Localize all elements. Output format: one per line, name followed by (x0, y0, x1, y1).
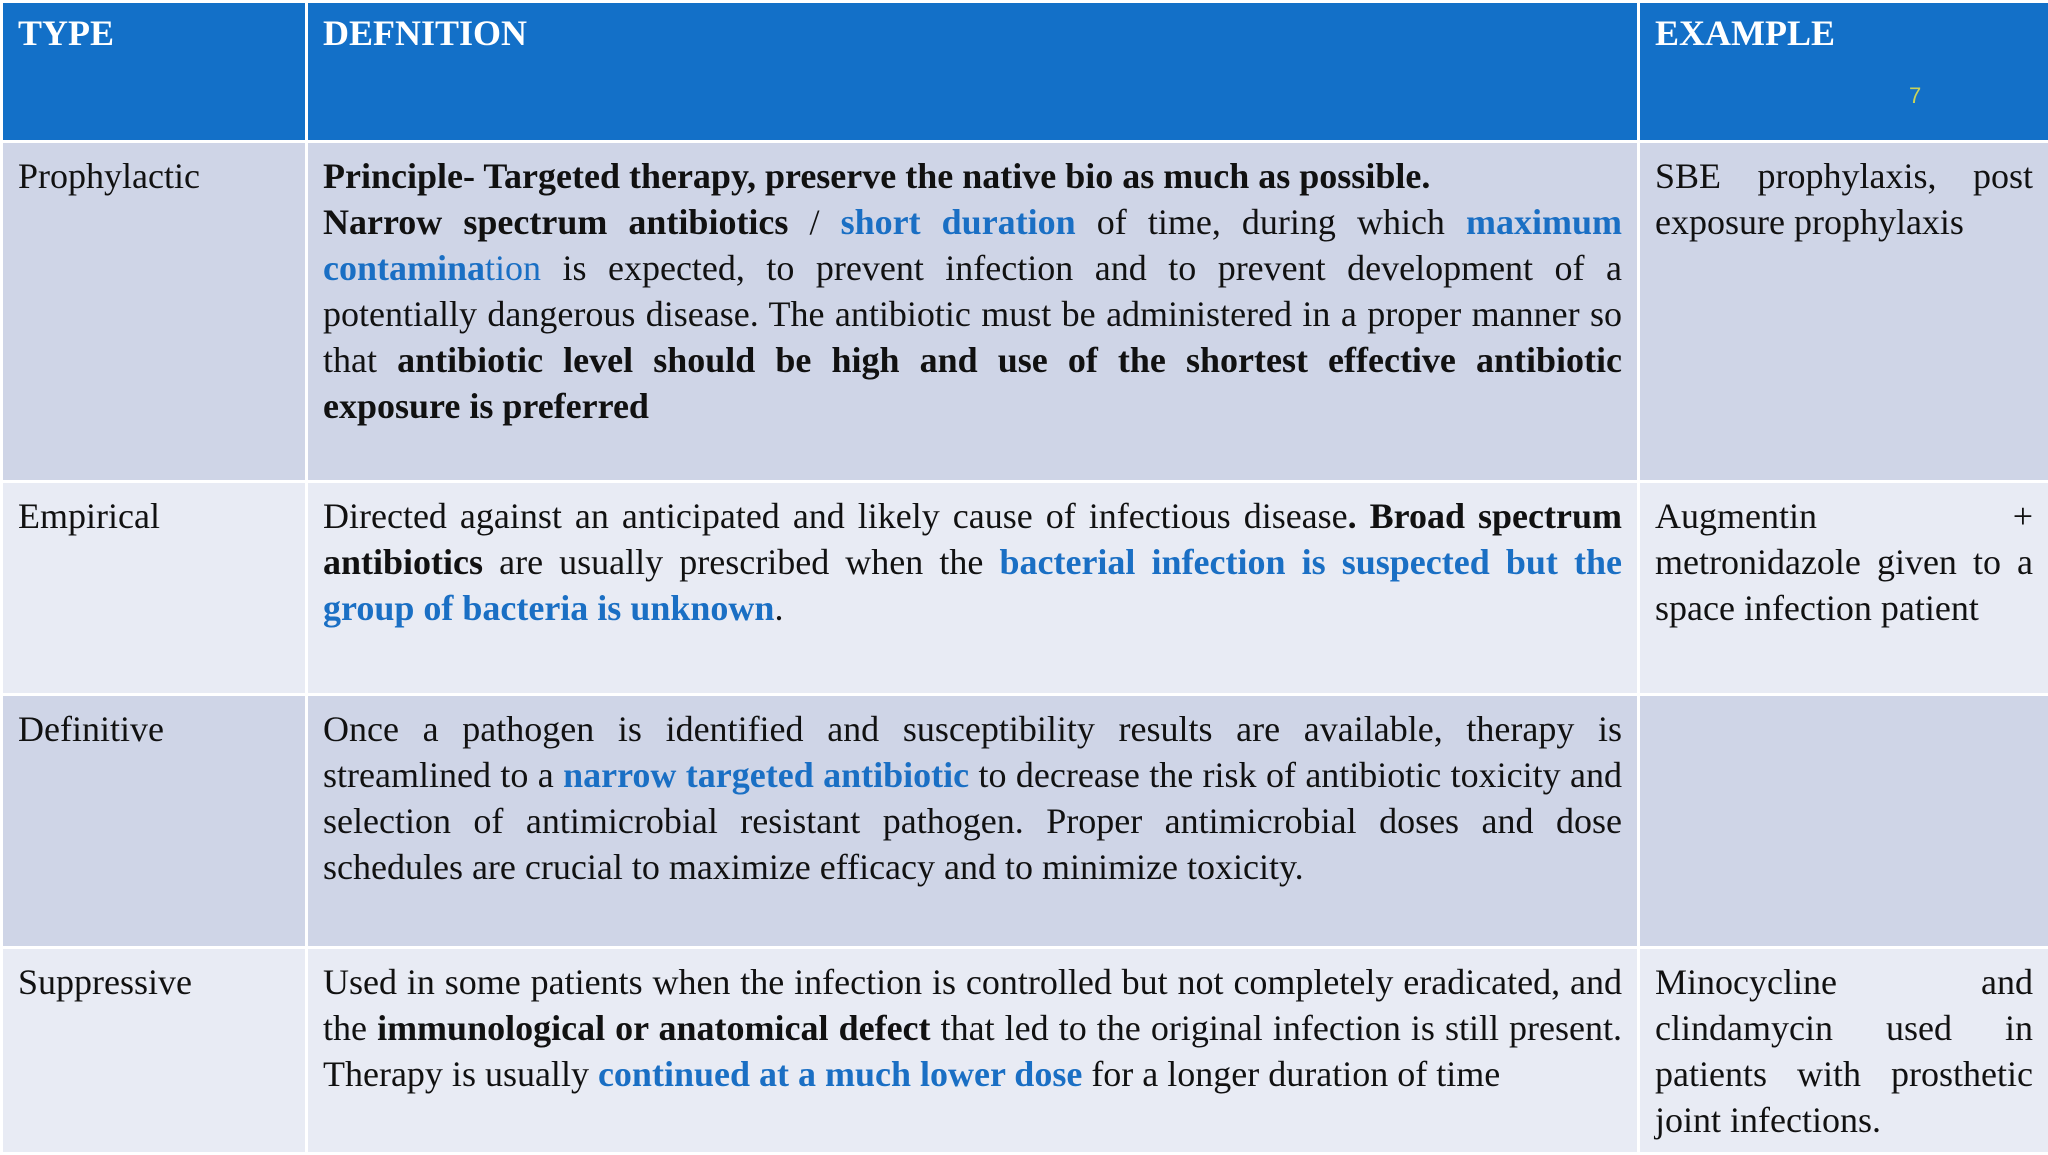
example-plus: + (2013, 493, 2033, 539)
table-row (2, 142, 2048, 482)
definition-principle: Principle- Targeted therapy, preserve the native bio as much as possible. (323, 156, 1430, 196)
definition-text: to decrease the risk of antibiotic toxicity and selection of antimicrobial resistant pathogen. Proper antimicrobial doses and dose schedules are crucial to maximize efficacy and to minimize toxicity. (323, 755, 1622, 887)
example-text: metronidazole given to a space infection patient (1655, 542, 2033, 628)
definition-highlight: short duration (841, 202, 1076, 242)
definition-highlight: maximum contamina (323, 202, 1622, 288)
slide-page-number: 7 (1909, 83, 1921, 109)
definition-text: Used in some patients when the infection is controlled but not completely eradicated, and the (323, 962, 1622, 1048)
definition-cell (307, 948, 1639, 1154)
header-example-label: EXAMPLE (1655, 13, 1835, 53)
definition-text: of time, during which (1076, 202, 1466, 242)
table-row (2, 482, 2048, 695)
header-type: TYPE (2, 2, 307, 142)
definition-highlight: bacterial infection is suspected but the group of bacteria is unknown (323, 542, 1622, 628)
definition-cell (307, 482, 1639, 695)
definition-bold-text: . Broad spectrum antibiotics (323, 496, 1622, 582)
example-cell: Minocycline and clindamycin used in patients with prosthetic joint infections. (1639, 948, 2048, 1154)
table-row (2, 948, 2048, 1154)
definition-text: / (788, 202, 840, 242)
definition-highlight: narrow targeted antibiotic (563, 755, 969, 795)
type-cell: Empirical (2, 482, 307, 695)
header-example (1639, 2, 2048, 142)
definition-highlight: continued at a much lower dose (598, 1054, 1082, 1094)
definition-cell (307, 695, 1639, 948)
table-row (2, 695, 2048, 948)
type-cell: Definitive (2, 695, 307, 948)
example-cell (1639, 695, 2048, 948)
definition-bold-text: antibiotic level should be high and use of the shortest effective antibiotic exposure is preferred (323, 340, 1622, 426)
definition-text: . (774, 588, 783, 628)
type-cell: Prophylactic (2, 142, 307, 482)
definition-text: for a longer duration of time (1082, 1054, 1500, 1094)
definition-text: is expected, to prevent infection and to prevent development of a potentially dangerous disease. The antibiotic must be administered in a proper manner so that (323, 248, 1622, 380)
example-cell: SBE prophylaxis, post exposure prophylaxis (1639, 142, 2048, 482)
example-cell (1639, 482, 2048, 695)
header-definition: DEFNITION (307, 2, 1639, 142)
definition-text: Once a pathogen is identified and susceptibility results are available, therapy is streamlined to a (323, 709, 1622, 795)
definition-highlight: tion (485, 248, 541, 288)
example-text: Augmentin (1655, 496, 1817, 536)
definition-text: that led to the original infection is still present. Therapy is usually (323, 1008, 1622, 1094)
definition-text: Directed against an anticipated and likely cause of infectious disease (323, 496, 1348, 536)
type-cell: Suppressive (2, 948, 307, 1154)
definition-cell (307, 142, 1639, 482)
definition-bold-text: immunological or anatomical defect (377, 1008, 930, 1048)
definition-bold-text: Narrow spectrum antibiotics (323, 202, 788, 242)
definition-text: are usually prescribed when the (483, 542, 999, 582)
table-header-row (2, 2, 2048, 142)
